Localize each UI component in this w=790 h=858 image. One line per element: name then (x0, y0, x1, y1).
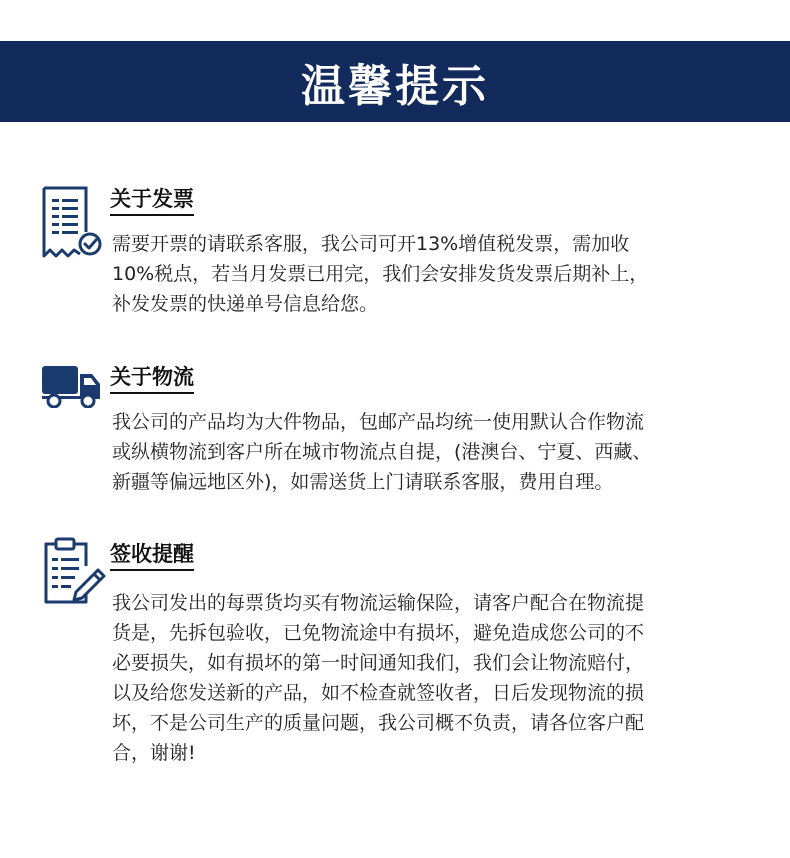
text-line: 合，谢谢! (112, 742, 196, 764)
section-title: 签收提醒 (110, 540, 194, 571)
text-line: 或纵横物流到客户所在城市物流点自提，(港澳台、宁夏、西藏、 (112, 441, 652, 463)
section-title: 关于物流 (110, 363, 194, 394)
text-line: 必要损失，如有损坏的第一时间通知我们，我们会让物流赔付， (112, 652, 645, 674)
text-line: 需要开票的请联系客服，我公司可开13%增值税发票，需加收 (112, 233, 630, 255)
header-banner (0, 41, 790, 122)
section-body (112, 229, 732, 319)
text-line: 补发发票的快递单号信息给您。 (112, 293, 379, 315)
text-line: 新疆等偏远地区外)，如需送货上门请联系客服，费用自理。 (112, 471, 614, 493)
delivery-truck-icon (40, 362, 104, 412)
section-title: 关于发票 (110, 185, 194, 216)
page-title: 温馨提示 (301, 60, 489, 112)
section-body (112, 588, 732, 768)
text-line: 货是，先拆包验收，已免物流途中有损坏，避免造成您公司的不 (112, 622, 645, 644)
section-body (112, 407, 732, 497)
text-line: 10%税点，若当月发票已用完，我们会安排发货发票后期补上， (112, 263, 649, 285)
text-line: 以及给您发送新的产品，如不检查就签收者，日后发现物流的损 (112, 682, 645, 704)
text-line: 我公司发出的每票货均买有物流运输保险，请客户配合在物流提 (112, 592, 645, 614)
text-line: 坏，不是公司生产的质量问题，我公司概不负责，请各位客户配 (112, 712, 645, 734)
invoice-check-icon (40, 186, 104, 264)
clipboard-sign-icon (40, 536, 104, 610)
text-line: 我公司的产品均为大件物品，包邮产品均统一使用默认合作物流 (112, 411, 645, 433)
